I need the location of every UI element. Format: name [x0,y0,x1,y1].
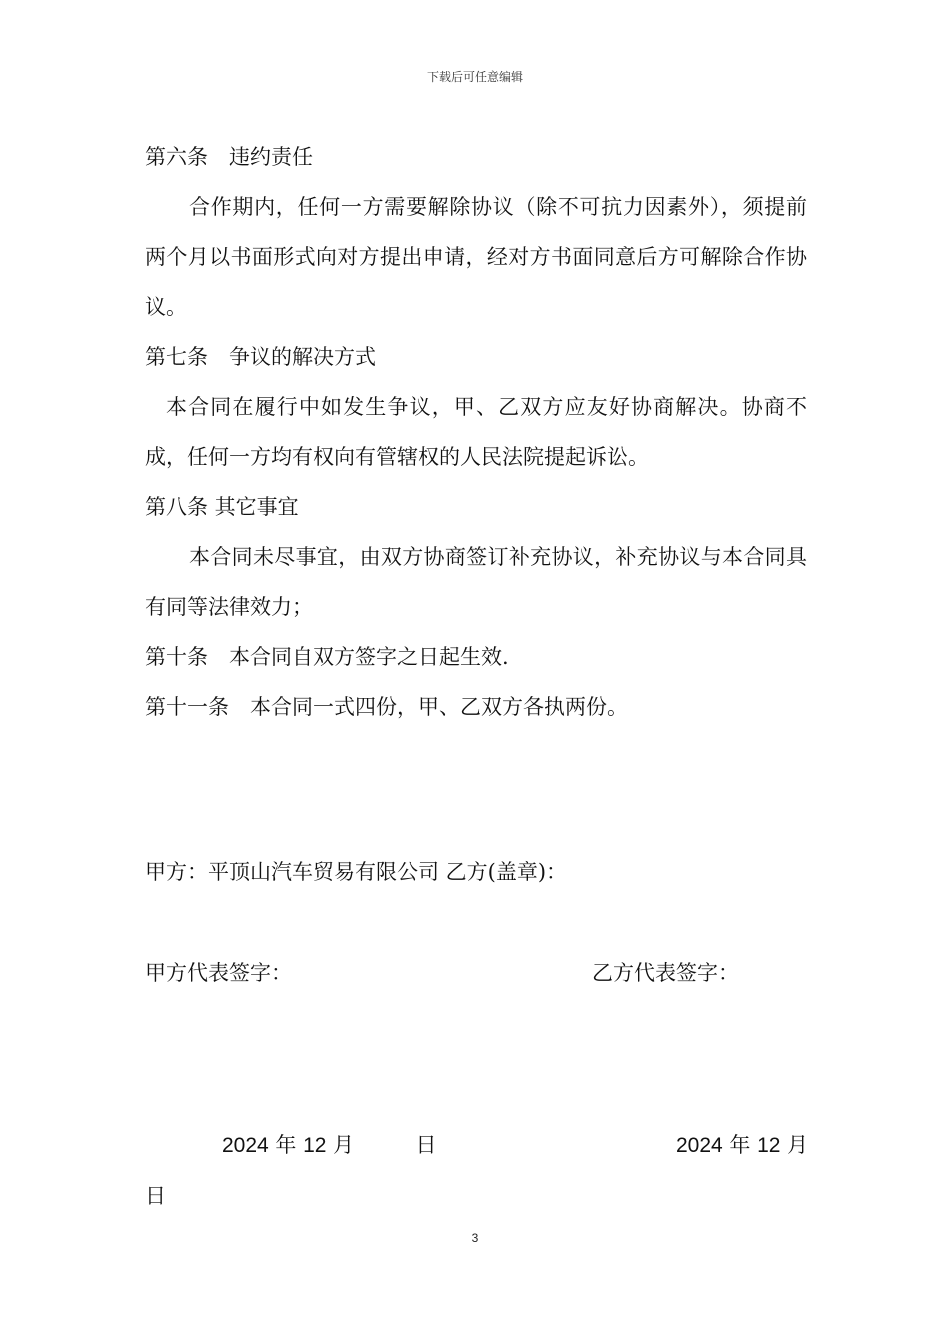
party-a-representative-label: 甲方代表签字： [145,961,292,985]
date-b-month-char: 月 [787,1133,809,1157]
date-a-year-char: 年 [275,1133,297,1157]
party-b-representative-label: 乙方代表签字： [592,961,739,985]
date-b-month: 12 [757,1134,781,1157]
date-b-day-char: 日 [145,1184,166,1208]
article-7-title: 第七条 争议的解决方式 [145,345,376,369]
contract-body [145,132,807,732]
date-party-b [676,1130,808,1161]
header-note: 下载后可任意编辑 [426,70,523,84]
page-number: 3 [471,1231,479,1245]
article-10: 第十条 本合同自双方签字之日起生效. [145,645,509,669]
date-a-day-char: 日 [415,1133,437,1157]
date-b-year-char: 年 [729,1133,751,1157]
date-b-year: 2024 [676,1134,723,1157]
party-line: 甲方：平顶山汽车贸易有限公司 乙方(盖章)： [145,860,568,884]
article-8-title: 第八条 其它事宜 [145,495,299,519]
article-6-body: 合作期内，任何一方需要解除协议（除不可抗力因素外），须提前两个月以书面形式向对方提出申请，经对方书面同意后方可解除合作协议。 [145,195,807,319]
date-a-month-char: 月 [333,1133,355,1157]
date-party-a [222,1130,437,1161]
date-a-month: 12 [303,1134,327,1157]
article-8-body: 本合同未尽事宜，由双方协商签订补充协议，补充协议与本合同具有同等法律效力； [145,545,807,619]
article-7-body: 本合同在履行中如发生争议，甲、乙双方应友好协商解决。协商不成，任何一方均有权向有管辖权的人民法院提起诉讼。 [145,395,807,469]
date-a-year: 2024 [222,1134,269,1157]
article-11: 第十一条 本合同一式四份，甲、乙双方各执两份。 [145,695,628,719]
article-6-title: 第六条 违约责任 [145,145,313,169]
